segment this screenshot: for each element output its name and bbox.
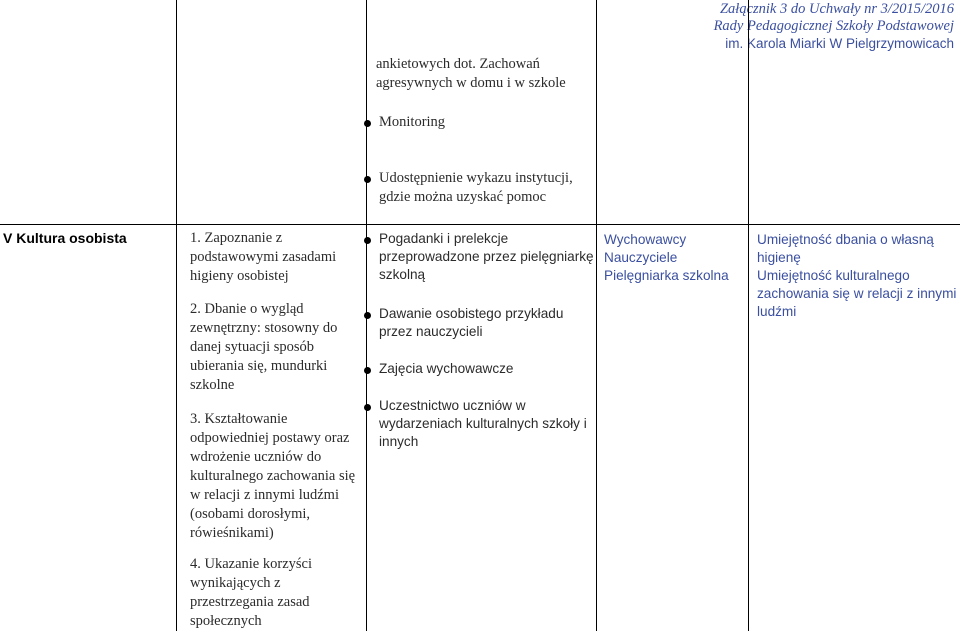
- list-item: [364, 169, 594, 207]
- survey-text: ankietowych dot. Zachowań agresywnych w domu i w szkole: [376, 56, 566, 91]
- bullet-icon: [364, 176, 371, 183]
- row-border: [0, 224, 960, 225]
- column-border: [748, 0, 749, 631]
- column-border: [596, 0, 597, 631]
- bullet-icon: [364, 237, 371, 244]
- document-header: [714, 1, 954, 52]
- list-item: [364, 113, 589, 132]
- bullet-icon: [364, 367, 371, 374]
- header-line-2: Rady Pedagogicznej Szkoły Podstawowej: [713, 18, 954, 34]
- responsible-list: [604, 231, 746, 285]
- list-item: [364, 230, 594, 284]
- list-item: [364, 360, 594, 378]
- outcome-item: Umiejętność kulturalnego zachowania się w relacji z innymi ludźmi: [757, 268, 957, 319]
- institutions-text: Udostępnienie wykazu instytucji, gdzie można uzyskać pomoc: [379, 170, 573, 205]
- bullet-icon: [364, 120, 371, 127]
- column-border: [176, 0, 177, 631]
- list-item: [364, 397, 596, 451]
- task-4: 4. Ukazanie korzyści wynikających z przestrzegania zasad społecznych: [190, 556, 312, 629]
- outcomes-list: [757, 231, 957, 321]
- monitoring-text: Monitoring: [379, 114, 446, 130]
- section-title: V Kultura osobista: [3, 230, 127, 246]
- outcome-item: Umiejętność dbania o własną higienę: [757, 232, 934, 265]
- bullet-icon: [364, 312, 371, 319]
- method-3: Zajęcia wychowawcze: [379, 361, 514, 376]
- list-item: [364, 305, 594, 341]
- method-4: Uczestnictwo uczniów w wydarzeniach kulturalnych szkoły i innych: [379, 398, 587, 449]
- header-line-1: Załącznik 3 do Uchwały nr 3/2015/2016: [719, 1, 954, 17]
- bullet-icon: [364, 404, 371, 411]
- task-3: 3. Kształtowanie odpowiedniej postawy oraz wdrożenie uczniów do kulturalnego zachowania się w relacji z innymi ludźmi (osobami dorosłymi, rówieśnikami): [190, 411, 356, 541]
- responsible-item: Nauczyciele: [604, 250, 678, 265]
- task-2: 2. Dbanie o wygląd zewnętrzny: stosowny do danej sytuacji sposób ubierania się, mundurki szkolne: [190, 301, 338, 393]
- task-1: 1. Zapoznanie z podstawowymi zasadami higieny osobistej: [190, 230, 337, 284]
- header-line-3: im. Karola Miarki W Pielgrzymowicach: [725, 36, 954, 51]
- responsible-item: Pielęgniarka szkolna: [604, 268, 729, 283]
- method-1: Pogadanki i prelekcje przeprowadzone przez pielęgniarkę szkolną: [379, 231, 594, 282]
- method-2: Dawanie osobistego przykładu przez nauczycieli: [379, 306, 564, 339]
- responsible-item: Wychowawcy: [604, 232, 687, 247]
